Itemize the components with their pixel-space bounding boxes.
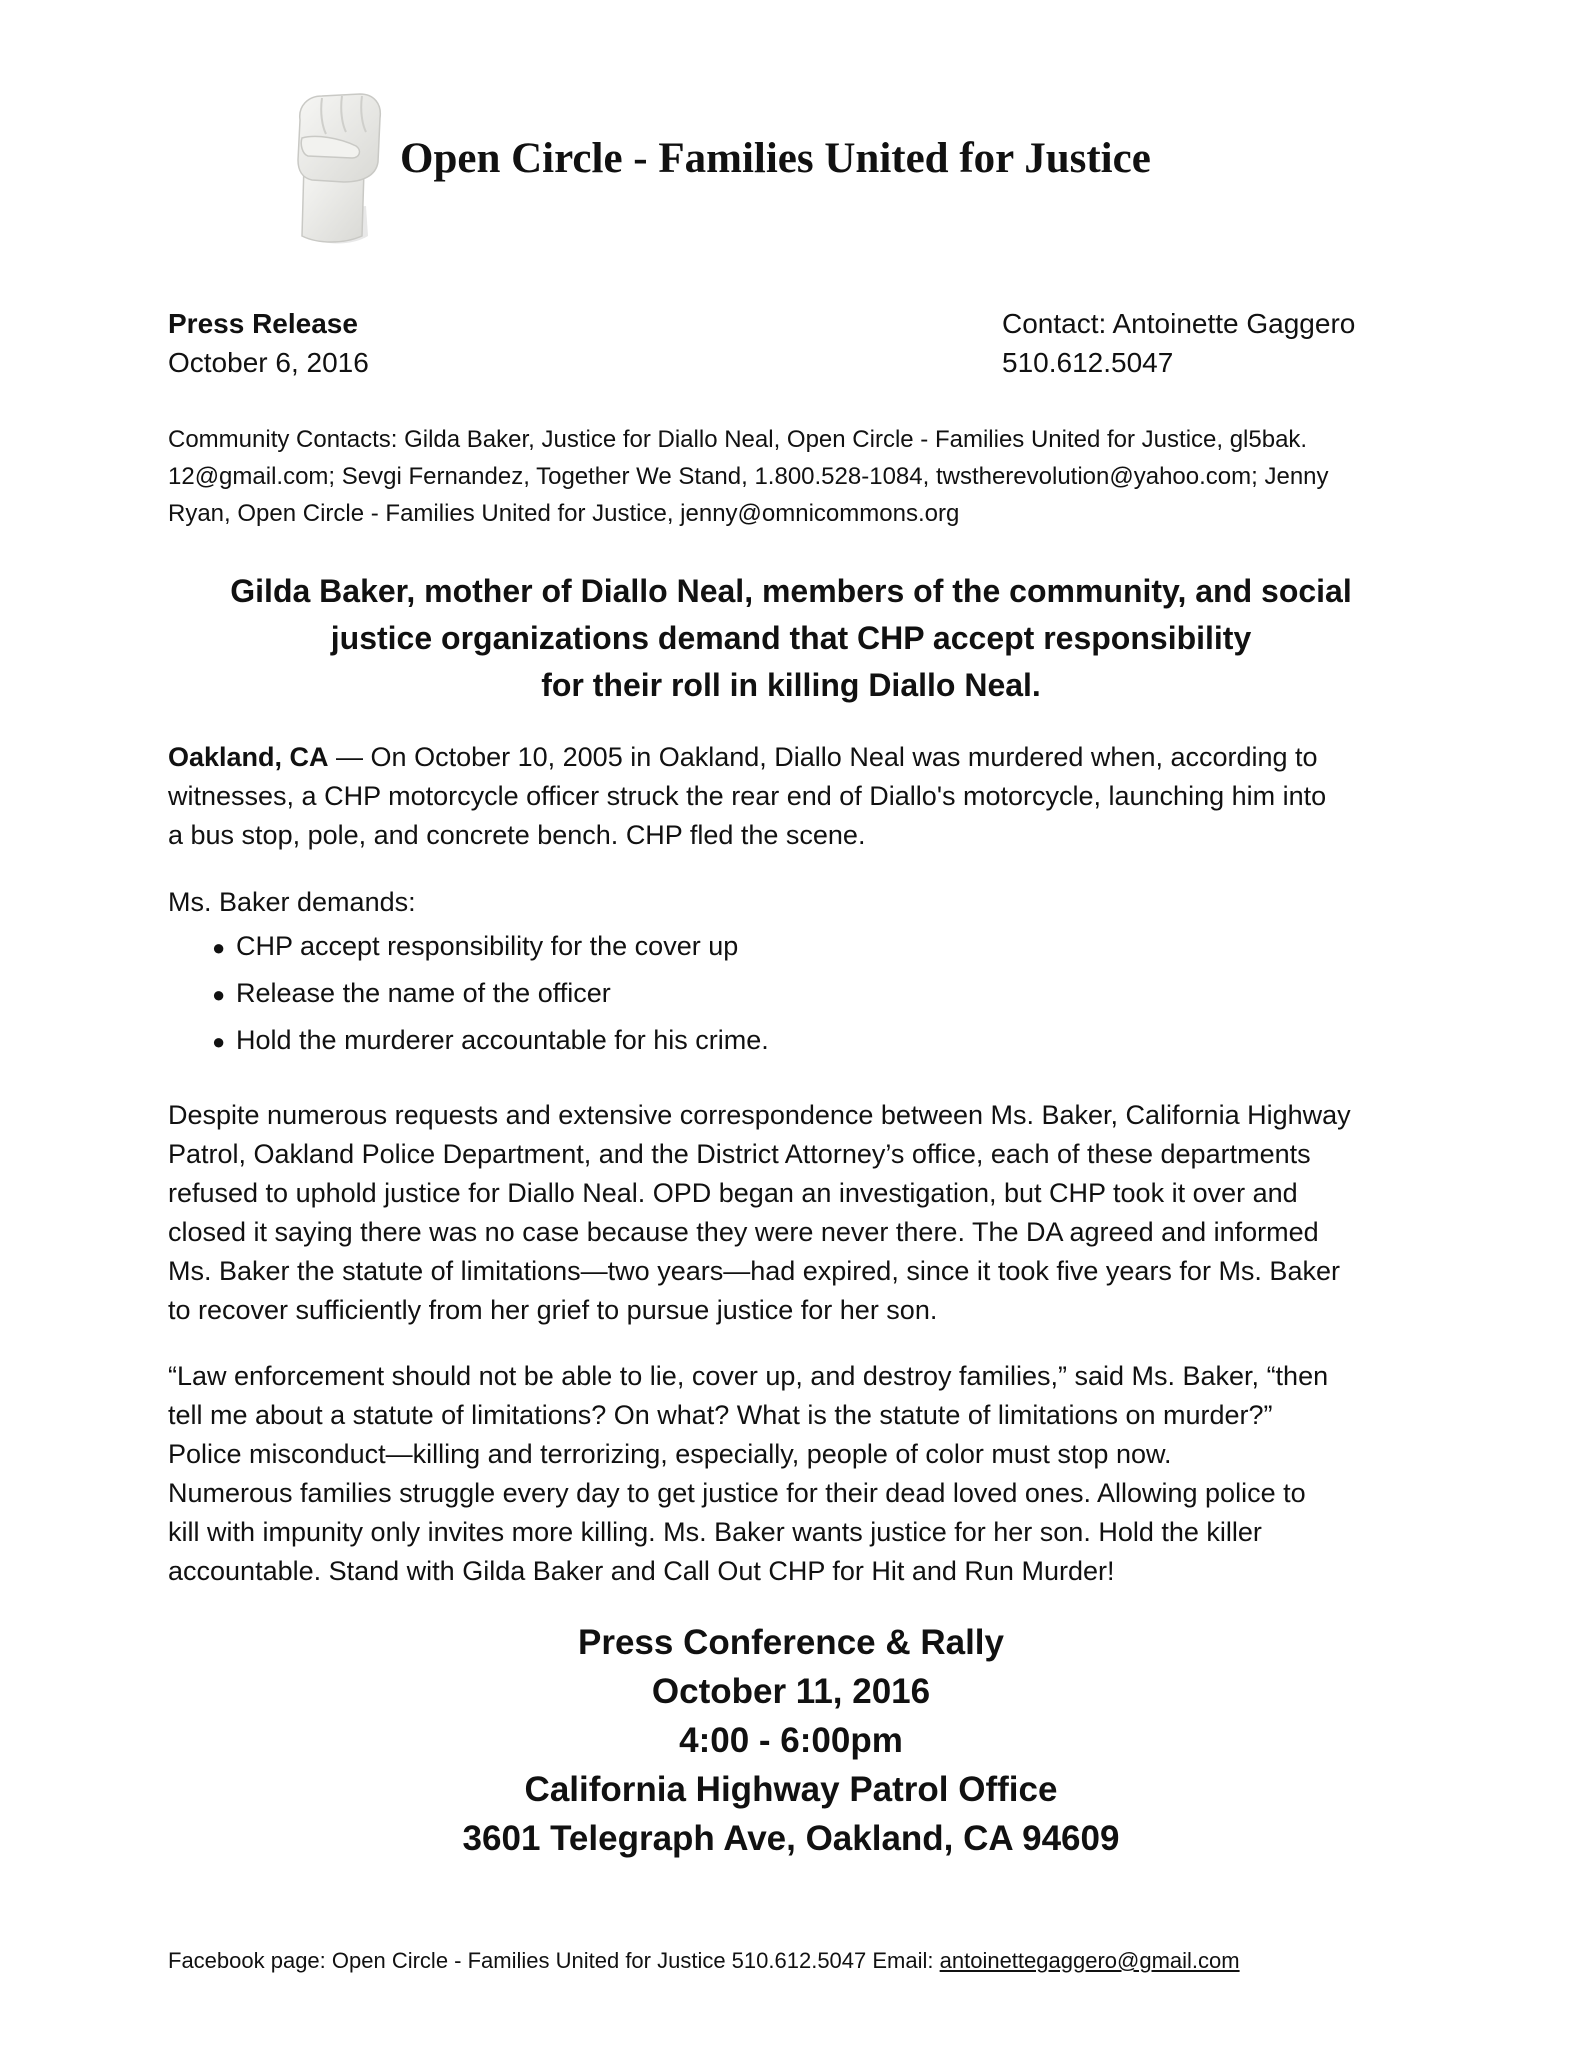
bullet-icon: ●	[212, 1029, 226, 1054]
headline	[168, 568, 1414, 709]
paragraph-line: Despite numerous requests and extensive correspondence between Ms. Baker, California Highway	[168, 1100, 1351, 1130]
raised-fist-icon	[282, 86, 392, 250]
paragraph-line: Numerous families struggle every day to get justice for their dead loved ones. Allowing police to	[168, 1478, 1306, 1508]
footer	[168, 1946, 1240, 1976]
demand-text: CHP accept responsibility for the cover up	[236, 931, 739, 961]
headline-line: Gilda Baker, mother of Diallo Neal, members of the community, and social	[230, 573, 1352, 609]
list-item	[212, 927, 769, 974]
community-contacts	[168, 421, 1418, 532]
paragraph-line: to recover sufficiently from her grief to pursue justice for her son.	[168, 1295, 938, 1325]
contacts-line: 12@gmail.com; Sevgi Fernandez, Together We Stand, 1.800.528-1084, twstherevolution@yahoo.com; Jenny	[168, 463, 1329, 490]
bullet-icon: ●	[212, 935, 226, 960]
event-date: October 11, 2016	[651, 1672, 931, 1711]
demands-intro: Ms. Baker demands:	[168, 887, 416, 917]
list-item	[212, 974, 769, 1021]
paragraph-line: witnesses, a CHP motorcycle officer struck the rear end of Diallo's motorcycle, launching him into	[168, 781, 1327, 811]
event-address: 3601 Telegraph Ave, Oakland, CA 94609	[462, 1819, 1120, 1858]
contacts-line: Ryan, Open Circle - Families United for Justice, jenny@omnicommons.org	[168, 500, 960, 527]
paragraph-line: tell me about a statute of limitations? On what? What is the statute of limitations on murder?”	[168, 1400, 1273, 1430]
paragraph-incident	[168, 738, 1418, 855]
headline-line: justice organizations demand that CHP accept responsibility	[330, 620, 1252, 656]
paragraph-line: accountable. Stand with Gilda Baker and Call Out CHP for Hit and Run Murder!	[168, 1556, 1115, 1586]
footer-text: Facebook page: Open Circle - Families United for Justice 510.612.5047 Email:	[168, 1948, 940, 1973]
dateline: Oakland, CA	[168, 742, 329, 772]
paragraph-line: a bus stop, pole, and concrete bench. CHP fled the scene.	[168, 820, 866, 850]
demands-list	[212, 927, 769, 1068]
release-meta	[168, 304, 369, 382]
paragraph-line: kill with impunity only invites more killing. Ms. Baker wants justice for her son. Hold the killer	[168, 1517, 1262, 1547]
event-time: 4:00 - 6:00pm	[679, 1721, 903, 1760]
contact-meta	[1002, 304, 1355, 382]
paragraph-line: Patrol, Oakland Police Department, and the District Attorney’s office, each of these departments	[168, 1139, 1311, 1169]
bullet-icon: ●	[212, 982, 226, 1007]
contacts-line: Community Contacts: Gilda Baker, Justice for Diallo Neal, Open Circle - Families United for Justice, gl5bak.	[168, 426, 1308, 453]
letterhead	[282, 86, 1282, 256]
list-item	[212, 1021, 769, 1068]
contact-phone: 510.612.5047	[1002, 347, 1174, 378]
paragraph-line: “Law enforcement should not be able to lie, cover up, and destroy families,” said Ms. Baker, “then	[168, 1361, 1329, 1391]
headline-line: for their roll in killing Diallo Neal.	[541, 667, 1041, 703]
paragraph-quote	[168, 1357, 1418, 1591]
release-date: October 6, 2016	[168, 347, 369, 378]
paragraph-correspondence	[168, 1096, 1418, 1330]
paragraph-text: — On October 10, 2005 in Oakland, Diallo Neal was murdered when, according to	[328, 742, 1318, 772]
event-venue: California Highway Patrol Office	[524, 1770, 1058, 1809]
paragraph-line: refused to uphold justice for Diallo Neal. OPD began an investigation, but CHP took it over and	[168, 1178, 1298, 1208]
event-title: Press Conference & Rally	[577, 1623, 1004, 1662]
event-details	[168, 1618, 1414, 1863]
paragraph-line: Police misconduct—killing and terrorizing, especially, people of color must stop now.	[168, 1439, 1172, 1469]
paragraph-line: closed it saying there was no case because they were never there. The DA agreed and informed	[168, 1217, 1319, 1247]
demand-text: Hold the murderer accountable for his crime.	[236, 1025, 769, 1055]
contact-name: Contact: Antoinette Gaggero	[1002, 308, 1356, 339]
demand-text: Release the name of the officer	[236, 978, 611, 1008]
paragraph-line: Ms. Baker the statute of limitations—two years—had expired, since it took five years for Ms. Baker	[168, 1256, 1340, 1286]
org-title: Open Circle - Families United for Justice	[400, 135, 1151, 182]
press-release-label: Press Release	[168, 308, 358, 339]
paragraph-line	[168, 738, 1418, 777]
footer-email-link[interactable]: antoinettegaggero@gmail.com	[939, 1948, 1240, 1973]
